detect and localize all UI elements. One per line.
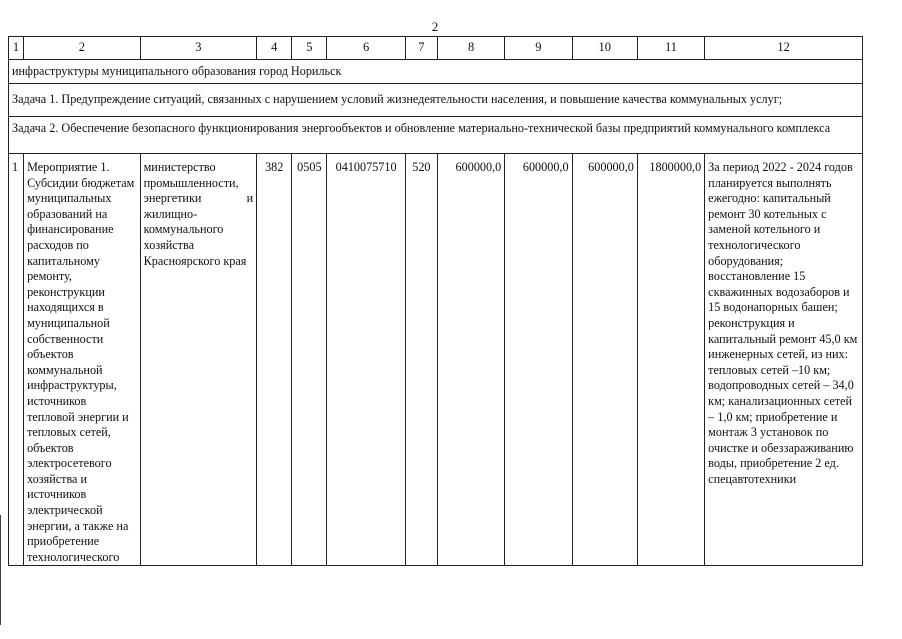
activity-description: Мероприятие 1. Субсидии бюджетам муниципальных образований на финансирование расходов по капитальному ремонту, реконструкции находящихся в муниципальной собственности объектов коммунальной инфраструктуры, источников тепловой энергии и тепловых сетей, объектов электросетевого хозяйства и источников электрической энергии, а также на приобретение технологического — [24, 154, 141, 566]
page-number: 2 — [431, 19, 439, 34]
scan-edge-mark — [0, 515, 1, 625]
section-heading-infrastructure: инфраструктуры муниципального образования город Норильск — [9, 60, 863, 84]
vr-code: 520 — [405, 154, 437, 566]
column-header: 4 — [257, 37, 292, 60]
table-row — [9, 154, 863, 566]
grbs-code: 382 — [257, 154, 292, 566]
executor-cell: министерство промышленности, энергетики и жилищно-коммунального хозяйства Красноярского края — [140, 154, 257, 566]
column-header: 8 — [437, 37, 504, 60]
column-header: 7 — [405, 37, 437, 60]
program-activities-table — [8, 36, 863, 566]
column-header: 6 — [327, 37, 405, 60]
csr-code: 0410075710 — [327, 154, 405, 566]
column-header: 3 — [140, 37, 257, 60]
row-index: 1 — [9, 154, 24, 566]
task-1-heading: Задача 1. Предупреждение ситуаций, связанных с нарушением условий жизнедеятельности населения, и повышение качества коммунальных услуг; — [9, 84, 863, 117]
amount-total: 1800000,0 — [637, 154, 704, 566]
column-header: 12 — [705, 37, 863, 60]
amount-2024: 600000,0 — [572, 154, 637, 566]
column-header: 10 — [572, 37, 637, 60]
task-2-heading: Задача 2. Обеспечение безопасного функционирования энергообъектов и обновление материально-технической базы предприятий коммунального комплекса — [9, 117, 863, 154]
amount-2022: 600000,0 — [437, 154, 504, 566]
column-header: 2 — [24, 37, 141, 60]
amount-2023: 600000,0 — [505, 154, 572, 566]
section-row — [9, 117, 863, 154]
column-header: 11 — [637, 37, 704, 60]
section-row — [9, 60, 863, 84]
column-header: 1 — [9, 37, 24, 60]
column-header: 5 — [292, 37, 327, 60]
expected-result: За период 2022 - 2024 годов планируется выполнять ежегодно: капитальный ремонт 30 котельных с заменой котельного и технологического оборудования; восстановление 15 скважинных водозаборов и 15 водонапорных башен; реконструкция и капитальный ремонт 45,0 км инженерных сетей, из них: тепловых сетей –10 км; водопроводных сетей – 34,0 км; канализационных сетей – 1,0 км; приобретение и монтаж 3 установок по очистке и обеззараживанию воды, приобретение 2 ед. спецавтотехники — [705, 154, 863, 566]
section-row — [9, 84, 863, 117]
column-header: 9 — [505, 37, 572, 60]
rzpr-code: 0505 — [292, 154, 327, 566]
column-number-row — [9, 37, 863, 60]
